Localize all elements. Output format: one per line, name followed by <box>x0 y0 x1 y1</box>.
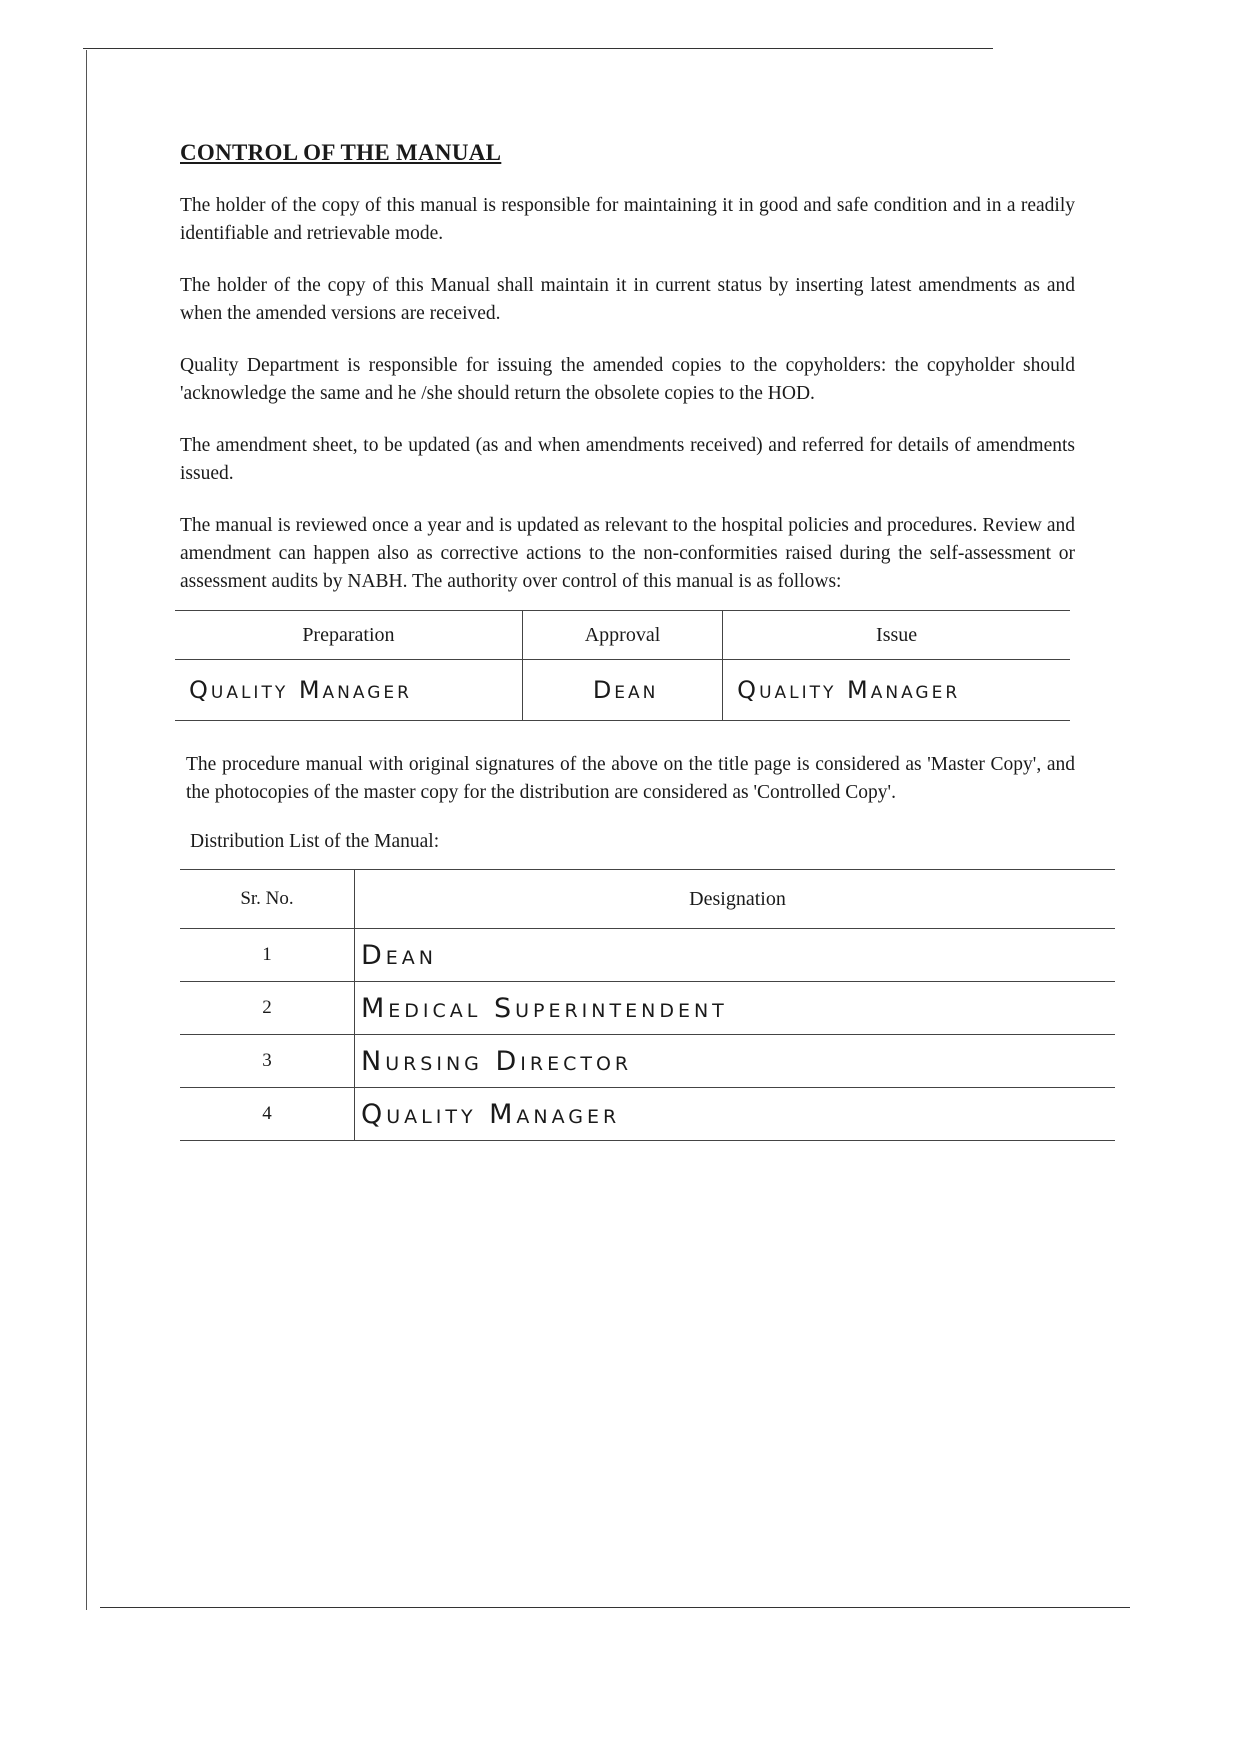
table-row <box>180 1088 1115 1141</box>
document-body <box>180 140 1075 1141</box>
authority-table-header-row <box>175 611 1070 660</box>
distribution-table-header-row <box>180 870 1115 929</box>
distribution-list-label: Distribution List of the Manual: <box>190 831 440 852</box>
designation-cell: Quality Manager <box>355 1088 1116 1141</box>
sr-no-cell: 3 <box>180 1035 355 1088</box>
sr-no-cell: 4 <box>180 1088 355 1141</box>
header-designation: Designation <box>355 870 1116 929</box>
designation-cell: Nursing Director <box>355 1035 1116 1088</box>
header-issue: Issue <box>723 611 1070 660</box>
header-sr-no: Sr. No. <box>180 870 355 929</box>
sr-no-cell: 2 <box>180 982 355 1035</box>
approval-value: Dean <box>522 660 722 721</box>
preparation-value: Quality Manager <box>175 660 522 721</box>
page-frame-top-line <box>83 48 993 49</box>
paragraph-quality-department: Quality Department is responsible for issuing the amended copies to the copyholders: the copyholder should 'acknowledge the same and he /she should return the obsolete copies to the HOD. <box>180 355 1075 404</box>
table-row <box>180 982 1115 1035</box>
page-frame-bottom-line <box>100 1607 1130 1608</box>
page-title: CONTROL OF THE MANUAL <box>180 140 502 165</box>
table-row <box>180 1035 1115 1088</box>
authority-table <box>175 610 1070 721</box>
designation-cell: Medical Superintendent <box>355 982 1116 1035</box>
header-preparation: Preparation <box>175 611 522 660</box>
issue-value: Quality Manager <box>723 660 1070 721</box>
paragraph-master-copy: The procedure manual with original signatures of the above on the title page is considered as 'Master Copy', and the photocopies of the master copy for the distribution are considered as 'Controlled Copy'. <box>186 754 1075 803</box>
paragraph-review: The manual is reviewed once a year and is updated as relevant to the hospital policies and procedures. Review and amendment can happen also as corrective actions to the non-conformities raised during the self-assessment or assessment audits by NABH. The authority over control of this manual is as follows: <box>180 515 1075 592</box>
table-row <box>180 929 1115 982</box>
designation-cell: Dean <box>355 929 1116 982</box>
paragraph-amendment-sheet: The amendment sheet, to be updated (as and when amendments received) and referred for details of amendments issued. <box>180 435 1075 484</box>
paragraph-current-status: The holder of the copy of this Manual shall maintain it in current status by inserting latest amendments as and when the amended versions are received. <box>180 275 1075 324</box>
paragraph-holder-responsibility: The holder of the copy of this manual is responsible for maintaining it in good and safe condition and in a readily identifiable and retrievable mode. <box>180 195 1075 244</box>
page-frame-left-line <box>86 50 87 1610</box>
sr-no-cell: 1 <box>180 929 355 982</box>
authority-table-row <box>175 660 1070 721</box>
header-approval: Approval <box>522 611 722 660</box>
distribution-table <box>180 869 1115 1141</box>
